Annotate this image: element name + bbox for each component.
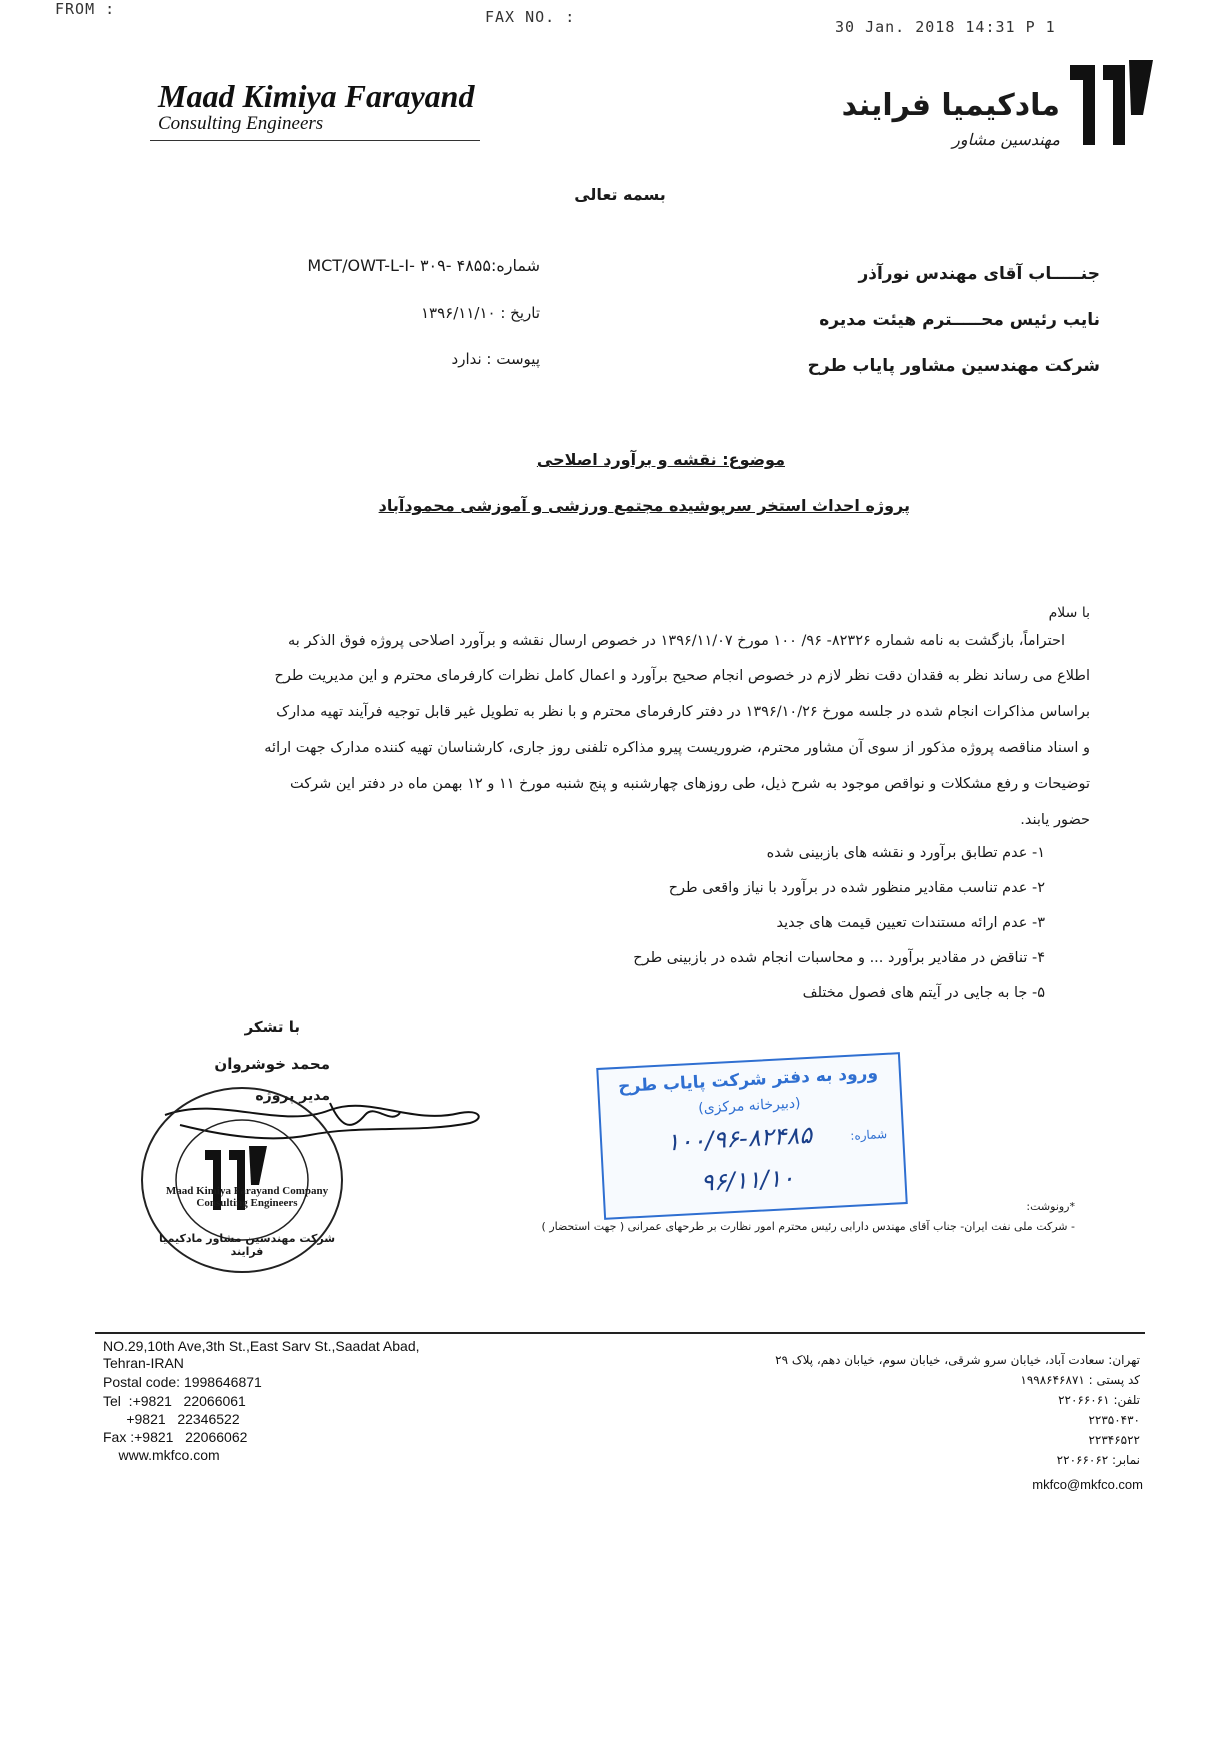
footer-address-fa: تهران: سعادت آباد، خیابان سرو شرقی، خیابان سوم، خیابان دهم، پلاک ۲۹ bbox=[775, 1353, 1140, 1367]
footer-phone-fa: تلفن: ۲۲۰۶۶۰۶۱ bbox=[1058, 1393, 1140, 1407]
greeting: با سلام bbox=[1048, 605, 1090, 621]
footer-postal-code-fa: کد پستی : ۱۹۹۸۶۴۶۸۷۱ bbox=[1020, 1373, 1140, 1387]
list-item: ۴- تناقض در مقادیر برآورد ... و محاسبات انجام شده در بازبینی طرح bbox=[633, 950, 1045, 966]
letter-number: شماره:۴۸۵۵ -MCT/OWT-L-I- ۳۰۹ bbox=[307, 256, 540, 275]
footer-fax: Fax :+9821 22066062 bbox=[103, 1429, 248, 1445]
body-paragraph-line: توضیحات و رفع مشکلات و نواقص موجود به شرح ذیل، طی روزهای چهارشنبه و پنج شنبه مورخ ۱۱ و ۱۲ بهمن ماه در دفتر این شرکت bbox=[289, 776, 1090, 792]
list-item: ۳- عدم ارائه مستندات تعیین قیمت های جدید bbox=[776, 915, 1045, 931]
list-item: ۲- عدم تناسب مقادیر منظور شده در برآورد با نیاز واقعی طرح bbox=[668, 880, 1045, 896]
receipt-stamp-title: ورود به دفتر شرکت پایاب طرح bbox=[617, 1063, 879, 1097]
footer-phone: Tel :+9821 22066061 bbox=[103, 1393, 246, 1409]
seal-text: Maad Kimiya Farayand Company Consulting Engineers bbox=[165, 1185, 329, 1209]
footer-website: www.mkfco.com bbox=[103, 1447, 220, 1463]
body-paragraph-line: و اسناد مناقصه پروژه مذکور از سوی آن مشاور محترم، ضروریست پیرو مذاکره تلفنی روز جاری، کارشناسان تهیه کننده مدارک جهت ارائه bbox=[264, 740, 1090, 756]
signatory-title: مدیر پروژه bbox=[255, 1088, 330, 1104]
fax-from-label: FROM : bbox=[55, 0, 116, 18]
body-paragraph-line: براساس مذاکرات انجام شده در جلسه مورخ ۱۳۹۶/۱۰/۲۶ در دفتر کارفرمای محترم و با نظر به تطویل غیر قابل توجیه فرآیند تهیه مدارک bbox=[276, 704, 1090, 720]
company-subtitle-fa: مهندسین مشاور bbox=[952, 130, 1060, 149]
list-item: ۱- عدم تطابق برآورد و نقشه های بازبینی شده bbox=[766, 845, 1045, 861]
cc-line: - شرکت ملی نفت ایران- جناب آقای مهندس دارابی رئیس محترم امور نظارت بر طرحهای عمرانی ( جهت استحضار ) bbox=[541, 1220, 1075, 1233]
receipt-stamp-number: ۱۰۰/۹۶-۸۲۴۸۵ bbox=[665, 1120, 813, 1157]
footer-postal-code: Postal code: 1998646871 bbox=[103, 1374, 262, 1390]
company-subtitle-en: Consulting Engineers bbox=[158, 113, 324, 134]
subject-line: موضوع: نقشه و برآورد اصلاحی bbox=[536, 450, 785, 469]
company-name-fa: مادکیمیا فرایند bbox=[841, 88, 1060, 123]
closing-text: با تشکر bbox=[244, 1018, 300, 1036]
footer-address-line: NO.29,10th Ave,3th St.,East Sarv St.,Saadat Abad, bbox=[103, 1338, 420, 1354]
footer-email: mkfco@mkfco.com bbox=[1032, 1477, 1143, 1492]
seal-text-fa: شرکت مهندسین مشاور مادکیمیا فرایند bbox=[158, 1232, 336, 1258]
receipt-stamp-date: ۹۶/۱۱/۱۰ bbox=[700, 1163, 795, 1197]
receipt-stamp-number-label: شماره: bbox=[849, 1126, 888, 1143]
footer-address-line: Tehran-IRAN bbox=[103, 1355, 184, 1371]
signatory-name: محمد خوشروان bbox=[214, 1055, 330, 1073]
list-item: ۵- جا به جایی در آیتم های فصول مختلف bbox=[802, 985, 1045, 1001]
body-paragraph-line: حضور یابند. bbox=[1020, 812, 1090, 828]
footer-phone-fa: ۲۲۳۵۰۴۳۰ bbox=[1088, 1413, 1140, 1427]
receipt-stamp-subtitle: (دبیرخانه مرکزی) bbox=[697, 1095, 801, 1117]
footer-phone: +9821 22346522 bbox=[103, 1411, 240, 1427]
cc-label: *رونوشت: bbox=[1026, 1200, 1075, 1213]
receipt-stamp bbox=[596, 1052, 908, 1220]
company-logo-icon bbox=[1065, 55, 1155, 150]
letterhead-divider bbox=[150, 140, 480, 141]
body-paragraph-line: احتراماً، بازگشت به نامه شماره ۸۲۳۲۶- ۹۶/ ۱۰۰ مورخ ۱۳۹۶/۱۱/۰۷ در خصوص ارسال نقشه و برآورد اصلاحی پروژه فوق الذکر به bbox=[288, 633, 1065, 649]
addressee-name: جنـــــاب آقای مهندس نورآذر bbox=[858, 264, 1100, 284]
company-name-en: Maad Kimiya Farayand bbox=[158, 78, 475, 114]
body-paragraph-line: اطلاع می رساند نظر به فقدان دقت نظر لازم در خصوص انجام صحیح برآورد و اعمال کامل نظرات کارفرمای محترم و این مدیریت طرح bbox=[274, 668, 1090, 684]
fax-timestamp: 30 Jan. 2018 14:31 P 1 bbox=[835, 18, 1056, 36]
project-title: پروژه احداث استخر سرپوشیده مجتمع ورزشی و آموزشی محمودآباد bbox=[378, 496, 910, 515]
footer-divider bbox=[95, 1332, 1145, 1334]
footer-fax-fa: نمابر: ۲۲۰۶۶۰۶۲ bbox=[1056, 1453, 1140, 1467]
invocation: بسمه تعالی bbox=[574, 185, 666, 204]
letter-date: تاریخ : ۱۳۹۶/۱۱/۱۰ bbox=[421, 304, 540, 322]
letter-attachment: پیوست : ندارد bbox=[451, 350, 540, 368]
addressee-company: شرکت مهندسین مشاور پایاب طرح bbox=[807, 356, 1100, 376]
footer-phone-fa: ۲۲۳۴۶۵۲۲ bbox=[1088, 1433, 1140, 1447]
fax-number-label: FAX NO. : bbox=[485, 8, 576, 26]
addressee-title: نایب رئیس محـــــترم هیئت مدیره bbox=[819, 310, 1100, 330]
